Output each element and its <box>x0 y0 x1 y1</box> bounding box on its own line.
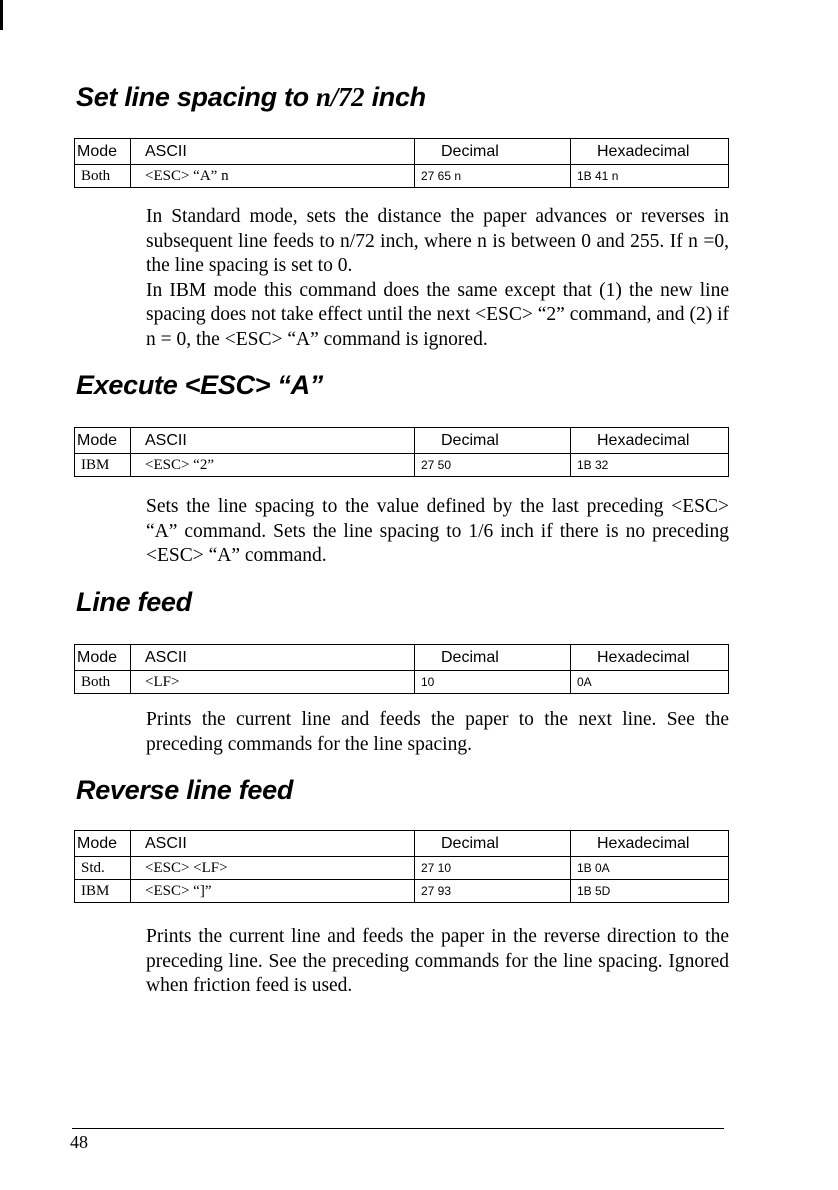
paragraph: In Standard mode, sets the distance the paper advances or reverses in subsequent line feeds to n/72 inch, where n is between 0 and 255. If n =0, the line spacing is set to 0. <box>146 206 729 276</box>
cell-mode: Both <box>75 671 131 694</box>
cell-mode: Std. <box>75 857 131 880</box>
command-table-execute-esc-a <box>74 427 729 477</box>
heading-reverse-line-feed: Reverse line feed <box>76 775 294 805</box>
cell-hexadecimal: 1B 32 <box>571 454 729 477</box>
cell-mode: IBM <box>75 880 131 903</box>
header-mode: Mode <box>75 831 131 857</box>
description-line-feed <box>146 708 729 757</box>
cell-ascii: <ESC> “]” <box>131 880 415 903</box>
header-ascii: ASCII <box>131 645 415 671</box>
cell-decimal: 27 50 <box>415 454 571 477</box>
cell-mode: Both <box>75 165 131 188</box>
cell-decimal: 10 <box>415 671 571 694</box>
cell-ascii: <ESC> “2” <box>131 454 415 477</box>
table-row <box>75 671 729 694</box>
command-table-set-line-spacing <box>74 138 729 188</box>
table-header-row <box>75 831 729 857</box>
description-reverse-line-feed <box>146 925 729 999</box>
command-table-reverse-line-feed <box>74 830 729 903</box>
page-number: 48 <box>70 1132 88 1152</box>
table-header-row <box>75 645 729 671</box>
paragraph: Prints the current line and feeds the paper in the reverse direction to the preceding line. See the preceding commands for the line spacing. Ignored when friction feed is used. <box>146 926 729 996</box>
cell-ascii: <ESC> <LF> <box>131 857 415 880</box>
header-ascii: ASCII <box>131 139 415 165</box>
header-hexadecimal: Hexadecimal <box>571 428 729 454</box>
table-row <box>75 165 729 188</box>
header-mode: Mode <box>75 428 131 454</box>
table-row <box>75 454 729 477</box>
header-mode: Mode <box>75 139 131 165</box>
cell-ascii: <LF> <box>131 671 415 694</box>
paragraph: Sets the line spacing to the value defined by the last preceding <ESC> “A” command. Sets the line spacing to 1/6 inch if there is no preceding <ESC> “A” command. <box>146 496 729 566</box>
cell-hexadecimal: 1B 5D <box>571 880 729 903</box>
header-ascii: ASCII <box>131 831 415 857</box>
cell-decimal: 27 93 <box>415 880 571 903</box>
heading-set-line-spacing <box>76 82 426 113</box>
cell-mode: IBM <box>75 454 131 477</box>
heading-text-suffix: inch <box>364 82 426 112</box>
cell-hexadecimal: 0A <box>571 671 729 694</box>
cell-decimal: 27 10 <box>415 857 571 880</box>
description-execute-esc-a <box>146 495 729 569</box>
header-mode: Mode <box>75 645 131 671</box>
table-header-row <box>75 139 729 165</box>
header-hexadecimal: Hexadecimal <box>571 139 729 165</box>
paragraph: Prints the current line and feeds the paper to the next line. See the preceding commands for the line spacing. <box>146 709 729 755</box>
header-decimal: Decimal <box>415 645 571 671</box>
cell-decimal: 27 65 n <box>415 165 571 188</box>
paragraph: In IBM mode this command does the same except that (1) the new line spacing does not take effect until the next <ESC> “2” command, and (2) if n = 0, the <ESC> “A” command is ignored. <box>146 279 729 350</box>
header-hexadecimal: Hexadecimal <box>571 645 729 671</box>
page-edge-mark <box>0 0 3 30</box>
description-set-line-spacing <box>146 205 729 352</box>
heading-line-feed: Line feed <box>76 587 192 617</box>
command-table-line-feed <box>74 644 729 694</box>
cell-hexadecimal: 1B 41 n <box>571 165 729 188</box>
header-decimal: Decimal <box>415 831 571 857</box>
header-decimal: Decimal <box>415 139 571 165</box>
heading-text: Set line spacing to <box>76 82 317 112</box>
heading-fraction: n/72 <box>316 82 365 112</box>
table-row <box>75 880 729 903</box>
header-hexadecimal: Hexadecimal <box>571 831 729 857</box>
cell-hexadecimal: 1B 0A <box>571 857 729 880</box>
heading-execute-esc-a: Execute <ESC> “A” <box>76 370 324 400</box>
footer-rule <box>72 1128 724 1129</box>
header-decimal: Decimal <box>415 428 571 454</box>
table-row <box>75 857 729 880</box>
table-header-row <box>75 428 729 454</box>
header-ascii: ASCII <box>131 428 415 454</box>
cell-ascii: <ESC> “A” n <box>131 165 415 188</box>
